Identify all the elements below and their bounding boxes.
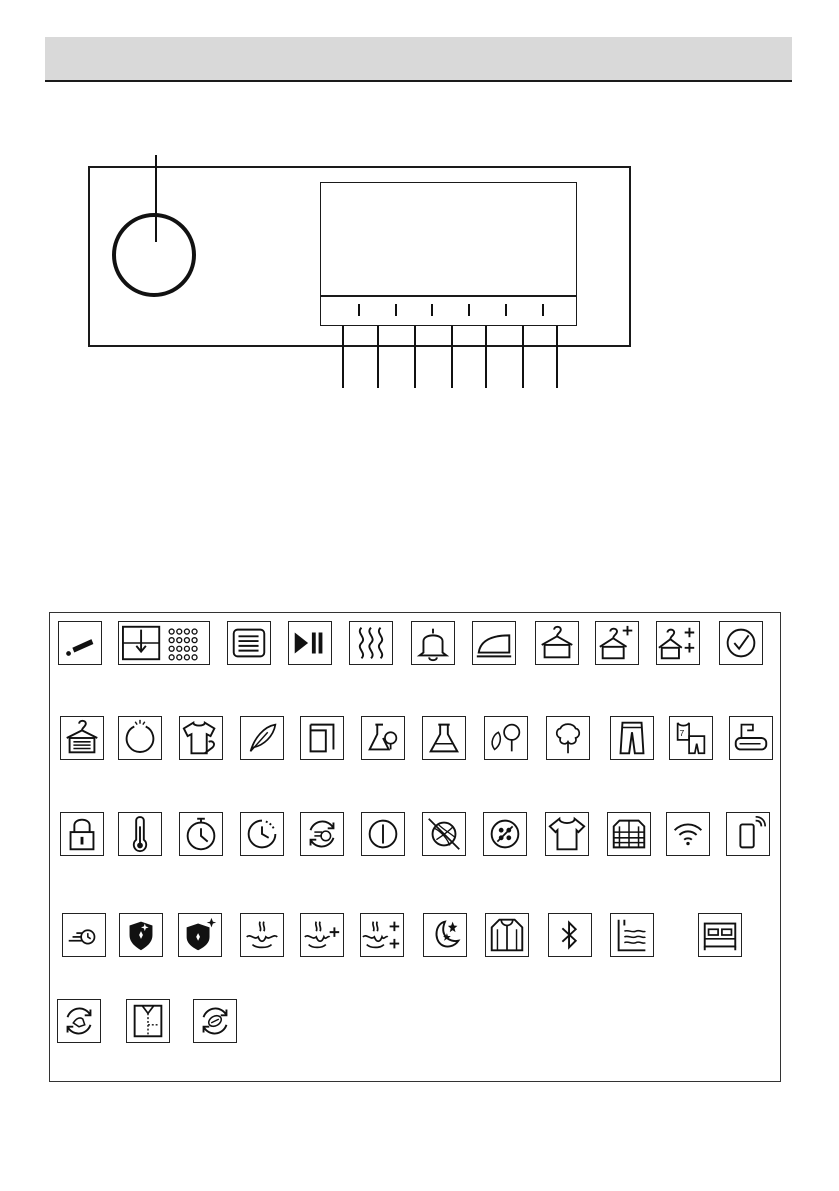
button-leader-line	[485, 326, 487, 388]
flask-icon	[422, 716, 466, 760]
jeans-icon	[610, 716, 654, 760]
button-leader-line	[342, 326, 344, 388]
button-leader-line	[377, 326, 379, 388]
pre-wash-icon	[118, 621, 210, 665]
hanger-dry-plus-plus-icon	[656, 621, 700, 665]
drum-cleaning-cycle-icon	[193, 999, 237, 1043]
button-leader-line	[522, 326, 524, 388]
timer-icon	[179, 812, 223, 856]
svg-text:7: 7	[679, 728, 685, 739]
steam-icon	[349, 621, 393, 665]
rinse-spin-icon	[57, 999, 101, 1043]
button-tick	[395, 304, 397, 316]
start-pause-icon	[288, 621, 332, 665]
delicate-feather-icon	[240, 716, 284, 760]
towel-icon	[300, 716, 344, 760]
shirt-fold-icon	[126, 999, 170, 1043]
soak-icon	[240, 913, 284, 957]
button-tick	[431, 304, 433, 316]
program-list-icon	[227, 621, 271, 665]
anti-allergy-icon	[483, 812, 527, 856]
display-button-divider	[321, 295, 576, 297]
button-leader-line	[451, 326, 453, 388]
cotton-icon	[546, 716, 590, 760]
quick-wash-icon	[62, 913, 106, 957]
drum-clean-icon	[118, 716, 162, 760]
hanger-dry-icon	[535, 621, 579, 665]
button-tick	[542, 304, 544, 316]
prewash-detergent-icon	[58, 621, 102, 665]
jacket-icon	[485, 913, 529, 957]
night-mode-icon	[423, 913, 467, 957]
blanket-icon	[729, 716, 773, 760]
iron-easy-icon	[472, 621, 516, 665]
button-leader-line	[414, 326, 416, 388]
soak-plus-plus-icon	[360, 913, 404, 957]
hanger-dry-plus-icon	[595, 621, 639, 665]
quick-rotation-icon	[300, 812, 344, 856]
button-tick	[358, 304, 360, 316]
wardrobe-dry-icon	[60, 716, 104, 760]
remote-phone-icon	[726, 812, 770, 856]
wool-icon	[422, 812, 466, 856]
button-tick	[468, 304, 470, 316]
temperature-icon	[118, 812, 162, 856]
eco-cotton-icon	[361, 716, 405, 760]
sportswear-icon	[669, 716, 713, 760]
button-leader-line	[556, 326, 558, 388]
button-tick	[505, 304, 507, 316]
bluetooth-icon	[548, 913, 592, 957]
shirts-icon	[179, 716, 223, 760]
child-lock-icon	[60, 812, 104, 856]
power-icon	[361, 812, 405, 856]
hygiene-shield-icon	[119, 913, 163, 957]
baby-care-icon	[545, 812, 589, 856]
mixed-icon	[484, 716, 528, 760]
alarm-bell-icon	[411, 621, 455, 665]
section-header-bar	[45, 37, 792, 82]
soak-plus-icon	[300, 913, 344, 957]
wifi-icon	[666, 812, 710, 856]
bedding-icon	[698, 913, 742, 957]
curtain-icon	[610, 913, 654, 957]
down-jacket-icon	[607, 812, 651, 856]
hygiene-shield-plus-icon	[178, 913, 222, 957]
program-selector-knob	[112, 213, 196, 297]
check-done-icon	[719, 621, 763, 665]
delay-end-icon	[240, 812, 284, 856]
